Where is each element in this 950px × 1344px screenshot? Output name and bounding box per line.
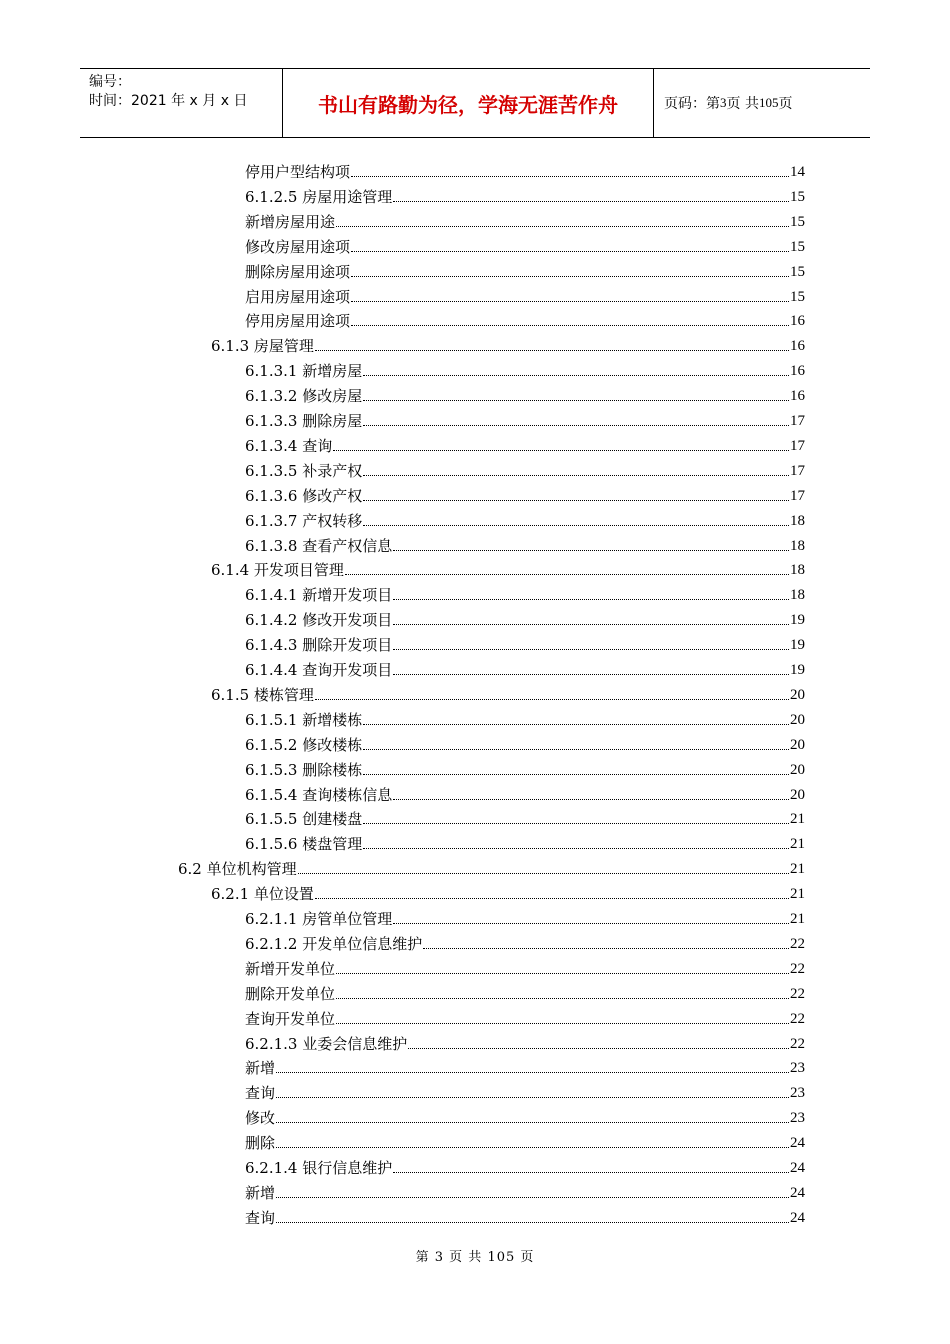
toc-entry[interactable] bbox=[245, 283, 805, 307]
toc-dot-leader bbox=[276, 1072, 789, 1073]
toc-entry-page: 19 bbox=[790, 612, 805, 629]
toc-dot-leader bbox=[393, 599, 789, 600]
toc-entry[interactable] bbox=[245, 382, 805, 406]
toc-entry-title: 删除房屋用途项 bbox=[245, 262, 351, 281]
toc-entry[interactable] bbox=[178, 855, 805, 879]
toc-entry-page: 23 bbox=[790, 1060, 805, 1077]
header-meta bbox=[80, 69, 282, 137]
toc-dot-leader bbox=[315, 699, 789, 700]
toc-entry[interactable] bbox=[211, 556, 805, 580]
toc-dot-leader bbox=[363, 525, 789, 526]
toc-entry[interactable] bbox=[211, 332, 805, 356]
page-header bbox=[80, 68, 870, 138]
toc-dot-leader bbox=[276, 1097, 789, 1098]
toc-entry-page: 21 bbox=[790, 836, 805, 853]
toc-entry-title: 删除开发单位 bbox=[245, 984, 336, 1003]
toc-entry-page: 15 bbox=[790, 263, 805, 280]
toc-entry-page: 17 bbox=[790, 462, 805, 479]
toc-entry[interactable] bbox=[245, 1204, 805, 1228]
toc-entry[interactable] bbox=[245, 1104, 805, 1128]
toc-dot-leader bbox=[363, 848, 789, 849]
toc-entry-page: 20 bbox=[790, 736, 805, 753]
document-code-label: 编号： bbox=[89, 74, 131, 90]
footer-total-pages: 105 bbox=[487, 1250, 516, 1265]
toc-dot-leader bbox=[276, 1197, 789, 1198]
page-footer bbox=[0, 1246, 950, 1265]
toc-entry-page: 21 bbox=[790, 861, 805, 878]
toc-entry-title: 6.1.4.3 删除开发项目 bbox=[245, 636, 393, 655]
footer-current-page: 3 bbox=[434, 1250, 445, 1265]
toc-entry-page: 21 bbox=[790, 811, 805, 828]
toc-entry-page: 20 bbox=[790, 711, 805, 728]
toc-entry-title: 6.1.4.4 查询开发项目 bbox=[245, 661, 393, 679]
toc-entry-title: 6.1.5.1 新增楼栋 bbox=[245, 710, 363, 729]
toc-entry-title: 6.1.4.2 修改开发项目 bbox=[245, 611, 393, 630]
toc-dot-leader bbox=[333, 450, 789, 451]
toc-dot-leader bbox=[351, 325, 789, 326]
toc-entry-page: 15 bbox=[790, 213, 805, 230]
toc-entry[interactable] bbox=[245, 532, 805, 556]
toc-entry[interactable] bbox=[245, 830, 805, 854]
toc-entry-page: 24 bbox=[790, 1160, 805, 1176]
toc-entry[interactable] bbox=[245, 357, 805, 381]
toc-entry-title: 6.1.5 楼栋管理 bbox=[211, 685, 314, 704]
toc-dot-leader bbox=[393, 799, 789, 800]
toc-entry-title: 6.1.2.5 房屋用途管理 bbox=[245, 187, 393, 206]
document-time-label: 时间：2021 年 x 月 x 日 bbox=[89, 93, 248, 109]
toc-dot-leader bbox=[298, 873, 789, 874]
toc-entry-title: 6.2 单位机构管理 bbox=[178, 860, 297, 879]
toc-entry-page: 22 bbox=[790, 960, 805, 977]
toc-dot-leader bbox=[276, 1122, 789, 1123]
toc-entry-title: 6.1.3.2 修改房屋 bbox=[245, 387, 363, 406]
toc-entry-title: 新增房屋用途 bbox=[245, 212, 336, 231]
toc-entry[interactable] bbox=[245, 581, 805, 605]
toc-entry-title: 6.1.3.1 新增房屋 bbox=[245, 362, 363, 381]
toc-entry-title: 停用房屋用途项 bbox=[245, 312, 351, 331]
toc-entry-title: 6.1.3.5 补录产权 bbox=[245, 461, 363, 480]
toc-entry-page: 24 bbox=[790, 1135, 805, 1152]
footer-mid: 页 共 bbox=[449, 1250, 483, 1265]
toc-entry-page: 22 bbox=[790, 1010, 805, 1027]
toc-dot-leader bbox=[276, 1222, 789, 1223]
toc-entry[interactable] bbox=[245, 1154, 805, 1178]
toc-dot-leader bbox=[363, 774, 789, 775]
toc-entry-page: 17 bbox=[790, 437, 805, 454]
toc-entry[interactable] bbox=[245, 258, 805, 282]
toc-entry-page: 20 bbox=[790, 761, 805, 778]
toc-entry-title: 6.1.5.5 创建楼盘 bbox=[245, 810, 363, 829]
toc-entry[interactable] bbox=[245, 233, 805, 257]
toc-entry-page: 17 bbox=[790, 487, 805, 504]
toc-entry-title: 删除 bbox=[245, 1134, 276, 1153]
toc-entry-page: 20 bbox=[790, 686, 805, 703]
toc-entry[interactable] bbox=[245, 656, 805, 680]
toc-dot-leader bbox=[351, 276, 789, 277]
toc-entry[interactable] bbox=[245, 805, 805, 829]
toc-dot-leader bbox=[393, 550, 789, 551]
toc-entry-page: 23 bbox=[790, 1085, 805, 1102]
toc-entry[interactable] bbox=[245, 731, 805, 755]
toc-entry-page: 19 bbox=[790, 662, 805, 678]
toc-entry-page: 15 bbox=[790, 288, 805, 305]
toc-entry[interactable] bbox=[245, 1079, 805, 1103]
toc-entry-title: 6.1.3.3 删除房屋 bbox=[245, 412, 363, 430]
toc-entry-title: 新增 bbox=[245, 1183, 276, 1202]
toc-entry[interactable] bbox=[245, 158, 805, 182]
toc-entry-title: 新增开发单位 bbox=[245, 959, 336, 978]
toc-entry-page: 17 bbox=[790, 413, 805, 429]
toc-entry[interactable] bbox=[245, 482, 805, 506]
toc-entry-title: 6.1.3.8 查看产权信息 bbox=[245, 536, 393, 555]
footer-suffix: 页 bbox=[520, 1250, 535, 1265]
toc-entry-title: 6.1.4.1 新增开发项目 bbox=[245, 586, 393, 605]
toc-entry[interactable] bbox=[245, 905, 805, 929]
header-page-prefix: 页码：第 bbox=[664, 96, 720, 112]
toc-entry-title: 6.1.3.7 产权转移 bbox=[245, 511, 363, 530]
toc-entry-title: 查询 bbox=[245, 1208, 276, 1227]
toc-dot-leader bbox=[393, 923, 789, 924]
toc-dot-leader bbox=[363, 425, 789, 426]
toc-dot-leader bbox=[336, 998, 789, 999]
toc-entry-page: 22 bbox=[790, 985, 805, 1002]
toc-entry-title: 6.2.1.1 房管单位管理 bbox=[245, 910, 393, 928]
toc-entry[interactable] bbox=[245, 1054, 805, 1078]
toc-entry-title: 新增 bbox=[245, 1059, 276, 1078]
toc-entry-page: 16 bbox=[790, 313, 805, 330]
toc-dot-leader bbox=[315, 898, 789, 899]
toc-dot-leader bbox=[363, 475, 789, 476]
toc-dot-leader bbox=[363, 724, 789, 725]
toc-entry[interactable] bbox=[245, 980, 805, 1004]
header-page-current: 3 bbox=[720, 95, 727, 110]
header-page-mid: 页 共 bbox=[726, 96, 759, 112]
header-motto: 书山有路勤为径，学海无涯苦作舟 bbox=[282, 69, 654, 137]
toc-entry-page: 15 bbox=[790, 238, 805, 255]
toc-entry-page: 24 bbox=[790, 1184, 805, 1201]
header-page-info bbox=[654, 69, 870, 137]
toc-dot-leader bbox=[351, 251, 789, 252]
toc-entry[interactable] bbox=[245, 955, 805, 979]
toc-entry[interactable] bbox=[245, 631, 805, 655]
toc-entry[interactable] bbox=[245, 706, 805, 730]
toc-entry-title: 6.1.4 开发项目管理 bbox=[211, 561, 344, 580]
toc-entry[interactable] bbox=[245, 1030, 805, 1054]
toc-entry[interactable] bbox=[245, 1129, 805, 1153]
toc-dot-leader bbox=[336, 226, 789, 227]
toc-dot-leader bbox=[276, 1147, 789, 1148]
header-page-total: 105 bbox=[758, 95, 779, 110]
toc-entry-page: 18 bbox=[790, 562, 805, 579]
toc-entry-page: 20 bbox=[790, 786, 805, 803]
toc-dot-leader bbox=[393, 624, 789, 625]
toc-entry-title: 6.1.3.6 修改产权 bbox=[245, 486, 363, 505]
toc-dot-leader bbox=[393, 201, 789, 202]
footer-prefix: 第 bbox=[415, 1250, 430, 1265]
toc-entry-title: 修改 bbox=[245, 1109, 276, 1128]
toc-dot-leader bbox=[393, 1172, 789, 1173]
toc-entry-page: 18 bbox=[790, 587, 805, 604]
toc-entry[interactable] bbox=[245, 208, 805, 232]
toc-entry[interactable] bbox=[245, 930, 805, 954]
toc-entry[interactable] bbox=[245, 507, 805, 531]
toc-entry-title: 6.1.3 房屋管理 bbox=[211, 337, 314, 356]
toc-dot-leader bbox=[423, 948, 789, 949]
toc-dot-leader bbox=[393, 674, 789, 675]
toc-entry-title: 查询开发单位 bbox=[245, 1009, 336, 1028]
toc-entry-page: 16 bbox=[790, 388, 805, 405]
toc-dot-leader bbox=[363, 375, 789, 376]
toc-dot-leader bbox=[408, 1048, 789, 1049]
toc-entry[interactable] bbox=[245, 407, 805, 431]
toc-entry[interactable] bbox=[245, 1179, 805, 1203]
toc-entry-page: 18 bbox=[790, 512, 805, 529]
toc-dot-leader bbox=[315, 350, 789, 351]
toc-entry-title: 启用房屋用途项 bbox=[245, 287, 351, 306]
toc-entry-title: 停用户型结构项 bbox=[245, 163, 351, 181]
toc-entry-page: 24 bbox=[790, 1209, 805, 1226]
toc-entry-title: 6.1.5.3 删除楼栋 bbox=[245, 760, 363, 779]
toc-entry-page: 15 bbox=[790, 188, 805, 205]
toc-dot-leader bbox=[336, 1023, 789, 1024]
toc-entry-title: 6.2.1.4 银行信息维护 bbox=[245, 1159, 393, 1177]
toc-entry-page: 22 bbox=[790, 935, 805, 952]
toc-dot-leader bbox=[363, 823, 789, 824]
toc-entry[interactable] bbox=[245, 432, 805, 456]
toc-entry-title: 6.2.1.2 开发单位信息维护 bbox=[245, 934, 423, 953]
toc-entry[interactable] bbox=[211, 880, 805, 904]
toc-dot-leader bbox=[351, 301, 789, 302]
toc-entry-title: 查询 bbox=[245, 1084, 276, 1103]
toc-dot-leader bbox=[345, 574, 789, 575]
toc-entry[interactable] bbox=[245, 307, 805, 331]
toc-dot-leader bbox=[363, 500, 789, 501]
toc-entry-title: 6.1.3.4 查询 bbox=[245, 436, 333, 455]
toc-dot-leader bbox=[363, 749, 789, 750]
toc-entry-page: 16 bbox=[790, 338, 805, 355]
toc-entry-page: 19 bbox=[790, 637, 805, 654]
toc-entry-title: 6.2.1 单位设置 bbox=[211, 885, 314, 904]
toc-dot-leader bbox=[336, 973, 789, 974]
toc-entry-title: 6.1.5.6 楼盘管理 bbox=[245, 835, 363, 854]
toc-entry[interactable] bbox=[245, 1005, 805, 1029]
toc-dot-leader bbox=[393, 649, 789, 650]
toc-entry[interactable] bbox=[245, 756, 805, 780]
toc-entry[interactable] bbox=[245, 183, 805, 207]
toc-entry-title: 6.2.1.3 业委会信息维护 bbox=[245, 1034, 408, 1053]
toc-entry-page: 23 bbox=[790, 1110, 805, 1127]
toc-entry[interactable] bbox=[245, 457, 805, 481]
toc-entry-page: 22 bbox=[790, 1035, 805, 1052]
header-page-suffix: 页 bbox=[778, 96, 793, 112]
toc-entry[interactable] bbox=[245, 606, 805, 630]
toc-entry-page: 18 bbox=[790, 537, 805, 554]
toc-entry[interactable] bbox=[245, 781, 805, 805]
toc-entry-title: 6.1.5.2 修改楼栋 bbox=[245, 735, 363, 754]
toc-entry-page: 16 bbox=[790, 363, 805, 380]
toc-entry-page: 21 bbox=[790, 911, 805, 927]
toc-entry-page: 14 bbox=[790, 164, 805, 180]
toc-entry-title: 修改房屋用途项 bbox=[245, 237, 351, 256]
toc-entry-page: 21 bbox=[790, 886, 805, 903]
toc-entry-title: 6.1.5.4 查询楼栋信息 bbox=[245, 785, 393, 804]
toc-dot-leader bbox=[351, 176, 789, 177]
toc-dot-leader bbox=[363, 400, 789, 401]
toc-entry[interactable] bbox=[211, 681, 805, 705]
